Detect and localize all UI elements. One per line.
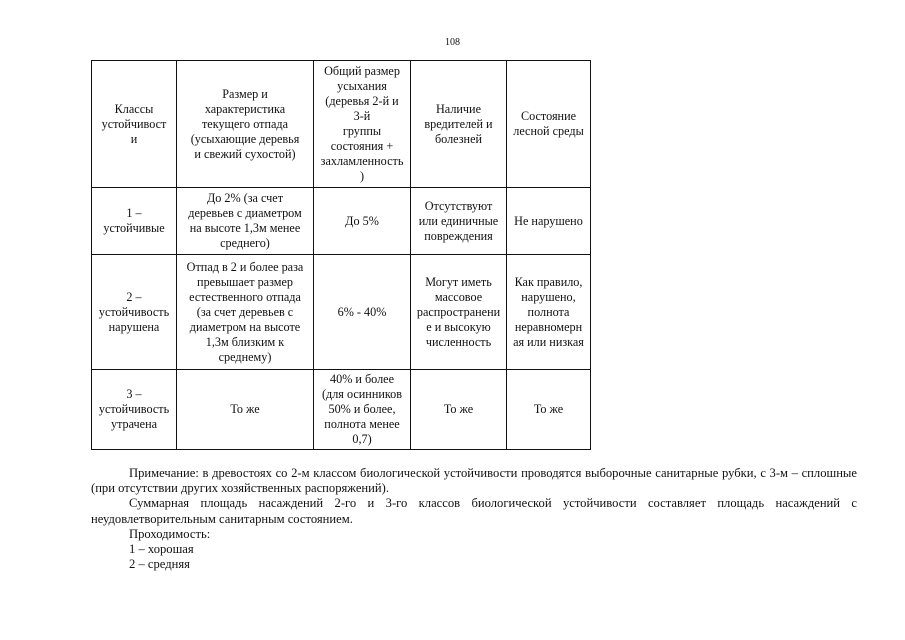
passability-item: 2 – средняя <box>129 557 190 572</box>
table-cell: Не нарушено <box>507 188 591 255</box>
header-current-fall: Размер и характеристика текущего отпада (усыхающие деревья и свежий сухостой) <box>177 61 314 188</box>
header-stability-class: Классы устойчивост и <box>92 61 177 188</box>
header-total-drying: Общий размер усыхания (деревья 2-й и 3-й группы состояния + захламленность ) <box>314 61 411 188</box>
table-cell: Отсутствуют или единичные повреждения <box>411 188 507 255</box>
header-forest-environment: Состояние лесной среды <box>507 61 591 188</box>
table-cell: То же <box>507 370 591 450</box>
table-cell: Как правило, нарушено, полнота неравномерн ая или низкая <box>507 255 591 370</box>
note-paragraph: Примечание: в древостоях со 2-м классом биологической устойчивости проводятся выборочные санитарные рубки, с 3-м – сплошные (при отсутствии других хозяйственных распоряжений). <box>91 466 857 496</box>
table-cell: До 5% <box>314 188 411 255</box>
table-cell: 3 – устойчивость утрачена <box>92 370 177 450</box>
table-row <box>92 188 591 255</box>
note-paragraph: Суммарная площадь насаждений 2-го и 3-го классов биологической устойчивости составляет площадь насаждений с неудовлетворительным санитарным состоянием. <box>91 496 857 526</box>
table-row <box>92 370 591 450</box>
table-cell: То же <box>177 370 314 450</box>
passability-title: Проходимость: <box>129 526 211 541</box>
table-row <box>92 255 591 370</box>
table-cell: Отпад в 2 и более раза превышает размер естественного отпада (за счет деревьев с диаметром на высоте 1,3м близким к среднему) <box>177 255 314 370</box>
header-pests-diseases: Наличие вредителей и болезней <box>411 61 507 188</box>
page-number: 108 <box>445 37 460 48</box>
table-cell: 40% и более (для осинников 50% и более, полнота менее 0,7) <box>314 370 411 450</box>
table-cell: 6% - 40% <box>314 255 411 370</box>
table-cell: 2 – устойчивость нарушена <box>92 255 177 370</box>
table-cell: Могут иметь массовое распространени е и высокую численность <box>411 255 507 370</box>
table-header-row <box>92 61 591 188</box>
table-cell: До 2% (за счет деревьев с диаметром на высоте 1,3м менее среднего) <box>177 188 314 255</box>
notes-section <box>91 466 857 572</box>
table-cell: 1 – устойчивые <box>92 188 177 255</box>
stability-classes-table <box>91 60 591 450</box>
table-cell: То же <box>411 370 507 450</box>
passability-item: 1 – хорошая <box>129 542 194 557</box>
